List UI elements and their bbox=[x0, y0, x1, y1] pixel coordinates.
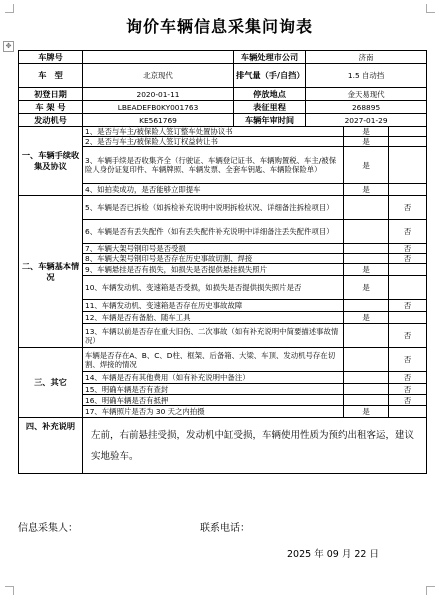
model-value[interactable]: 北京现代 bbox=[83, 64, 234, 88]
displacement-label: 排气量（手/自挡） bbox=[234, 64, 306, 88]
item-no[interactable]: 否 bbox=[389, 220, 427, 244]
item-text: 16、明确车辆是否有抵押 bbox=[83, 395, 344, 406]
item-no[interactable] bbox=[389, 312, 427, 324]
location-label: 停放地点 bbox=[234, 88, 306, 101]
supplement-text[interactable]: 左前，右前悬挂受损，发动机中缸受损，车辆使用性质为预约出租客运，建议实地验车。 bbox=[83, 418, 427, 474]
item-yes[interactable] bbox=[344, 196, 389, 220]
item-text: 3、车辆手续是否收集齐全（行驶证、车辆登记证书、车辆购置税、车主/被保险人身份证复印件、车辆牌照、车辆发票、全套车钥匙、车辆险保险单） bbox=[83, 147, 344, 184]
section-vehicle-condition-label: 二、车辆基本情况 bbox=[19, 196, 83, 348]
item-yes[interactable]: 是 bbox=[344, 127, 389, 137]
item-no[interactable] bbox=[389, 276, 427, 300]
item-text: 13、车辆以前是否存在重大旧伤、二次事故（如有补充说明中简要描述事故情况） bbox=[83, 324, 344, 348]
model-label: 车 型 bbox=[19, 64, 83, 88]
item-no[interactable] bbox=[389, 264, 427, 276]
item-yes[interactable] bbox=[344, 384, 389, 395]
item-text: 2、是否与车主/被保险人签订权益转让书 bbox=[83, 137, 344, 147]
item-no[interactable]: 否 bbox=[389, 324, 427, 348]
item-text: 6、车辆是否有丢失配件（如有丢失配件补充说明中详细备注丢失配件项目） bbox=[83, 220, 344, 244]
page-corner-mark bbox=[426, 586, 435, 595]
location-value[interactable]: 金天易现代 bbox=[306, 88, 427, 101]
item-text: 12、车辆是否有备胎、随车工具 bbox=[83, 312, 344, 324]
page-corner-mark bbox=[5, 4, 14, 13]
item-text: 17、车辆照片是否为 30 天之内拍摄 bbox=[83, 406, 344, 418]
item-yes[interactable] bbox=[344, 372, 389, 384]
item-text: 4、如拍卖成功，是否能够立即提车 bbox=[83, 184, 344, 196]
inquiry-table bbox=[18, 50, 427, 474]
item-text: 8、车辆大架号钢印号是否存在历史事故切割、焊接 bbox=[83, 254, 344, 264]
item-text: 7、车辆大架号钢印号是否受损 bbox=[83, 244, 344, 254]
form-date: 2025 年 09 月 22 日 bbox=[287, 549, 379, 560]
item-yes[interactable] bbox=[344, 395, 389, 406]
company-label: 车辆处理市公司 bbox=[234, 51, 306, 64]
form-title: 询价车辆信息采集问询表 bbox=[125, 17, 313, 36]
inspection-label: 车辆年审时间 bbox=[234, 114, 306, 127]
collector-label: 信息采集人： bbox=[18, 523, 78, 534]
mileage-label: 表征里程 bbox=[234, 101, 306, 114]
plate-label: 车牌号 bbox=[19, 51, 83, 64]
plate-value[interactable] bbox=[83, 51, 234, 64]
item-text: 车辆是否存在A、B、C、D柱、框架、后备箱、大梁、车顶、发动机号存在切割、焊接的情况 bbox=[83, 348, 344, 372]
table-move-handle-icon[interactable]: ✥ bbox=[3, 41, 14, 52]
item-yes[interactable]: 是 bbox=[344, 264, 389, 276]
item-text: 11、车辆发动机、变速箱是否存在历史事故故障 bbox=[83, 300, 344, 312]
item-no[interactable] bbox=[389, 137, 427, 147]
item-text: 10、车辆发动机、变速箱是否受损，如损失是否提供损失照片是否 bbox=[83, 276, 344, 300]
company-value[interactable]: 济南 bbox=[306, 51, 427, 64]
item-yes[interactable] bbox=[344, 220, 389, 244]
item-no[interactable]: 否 bbox=[389, 196, 427, 220]
section-supplement-label: 四、补充说明 bbox=[19, 418, 83, 474]
item-no[interactable]: 否 bbox=[389, 300, 427, 312]
section-other-label: 三、其它 bbox=[19, 348, 83, 418]
item-no[interactable]: 否 bbox=[389, 384, 427, 395]
inspection-value[interactable]: 2027-01-29 bbox=[306, 114, 427, 127]
reg-date-value[interactable]: 2020-01-11 bbox=[83, 88, 234, 101]
page-corner-mark bbox=[5, 586, 14, 595]
vin-value[interactable]: LBEADEFB0KY001763 bbox=[83, 101, 234, 114]
item-yes[interactable]: 是 bbox=[344, 184, 389, 196]
item-text: 9、车辆悬挂是否有损失，如损失是否提供悬挂损失照片 bbox=[83, 264, 344, 276]
item-no[interactable]: 否 bbox=[389, 244, 427, 254]
item-text: 5、车辆是否已拆检（如拆检补充说明中说明拆检状况、详细备注拆检项目） bbox=[83, 196, 344, 220]
item-no[interactable] bbox=[389, 147, 427, 184]
phone-label: 联系电话： bbox=[200, 523, 250, 534]
item-yes[interactable] bbox=[344, 348, 389, 372]
section-documents-label: 一、车辆手续收集及协议 bbox=[19, 127, 83, 196]
item-text: 14、车辆是否有其他费用（如有补充说明中备注） bbox=[83, 372, 344, 384]
item-yes[interactable] bbox=[344, 254, 389, 264]
vin-label: 车 架 号 bbox=[19, 101, 83, 114]
item-no[interactable]: 否 bbox=[389, 372, 427, 384]
item-no[interactable]: 否 bbox=[389, 254, 427, 264]
item-yes[interactable]: 是 bbox=[344, 137, 389, 147]
reg-date-label: 初登日期 bbox=[19, 88, 83, 101]
item-no[interactable] bbox=[389, 406, 427, 418]
item-text: 1、是否与车主/被保险人签订整车处置协议书 bbox=[83, 127, 344, 137]
item-text: 15、明确车辆是否有查封 bbox=[83, 384, 344, 395]
item-yes[interactable]: 是 bbox=[344, 276, 389, 300]
item-yes[interactable] bbox=[344, 324, 389, 348]
item-yes[interactable] bbox=[344, 300, 389, 312]
engine-value[interactable]: KE561769 bbox=[83, 114, 234, 127]
displacement-value[interactable]: 1.5 自动挡 bbox=[306, 64, 427, 88]
item-yes[interactable]: 是 bbox=[344, 312, 389, 324]
item-no[interactable] bbox=[389, 184, 427, 196]
item-yes[interactable]: 是 bbox=[344, 147, 389, 184]
engine-label: 发动机号 bbox=[19, 114, 83, 127]
item-no[interactable] bbox=[389, 127, 427, 137]
item-no[interactable]: 否 bbox=[389, 348, 427, 372]
mileage-value[interactable]: 268895 bbox=[306, 101, 427, 114]
item-no[interactable]: 否 bbox=[389, 395, 427, 406]
item-yes[interactable]: 是 bbox=[344, 406, 389, 418]
page-corner-mark bbox=[426, 4, 435, 13]
item-yes[interactable] bbox=[344, 244, 389, 254]
